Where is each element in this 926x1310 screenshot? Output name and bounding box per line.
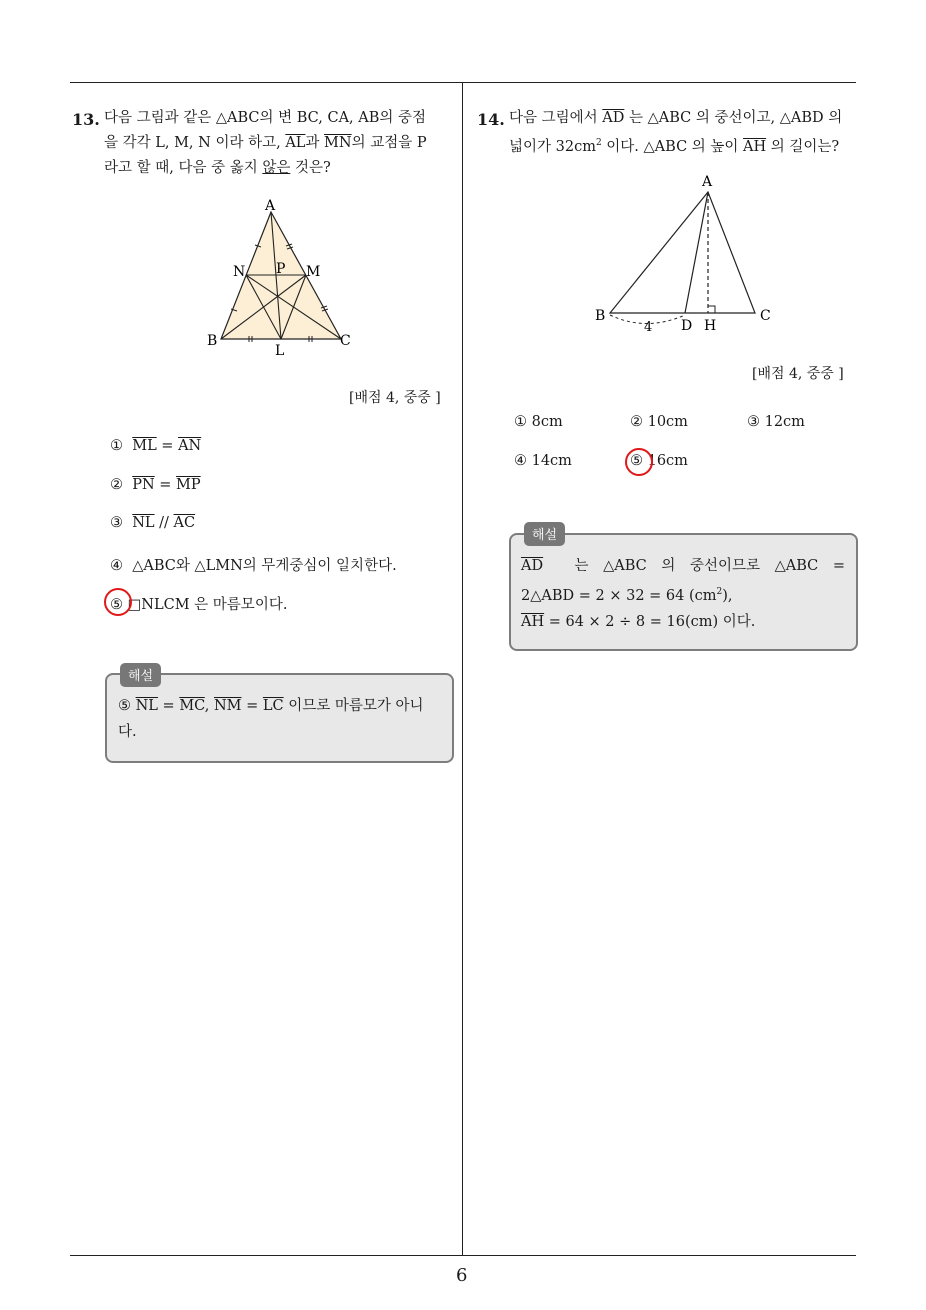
q14-label-c: C bbox=[760, 308, 771, 324]
q13-label-m: M bbox=[306, 264, 321, 280]
q13-label-a: A bbox=[265, 198, 276, 214]
q13-label-l: L bbox=[275, 343, 285, 359]
q13-label-b: B bbox=[207, 333, 218, 349]
q13-choice-2[interactable]: ② $\overline{PN} = \overline{MP}$ bbox=[110, 477, 201, 493]
q14-question bbox=[509, 106, 859, 160]
q14-label-d: D bbox=[681, 318, 693, 334]
q13-label-n: N bbox=[233, 264, 246, 280]
q13-choice-1[interactable]: ① $\overline{ML} = \overline{AN}$ bbox=[110, 438, 202, 454]
q14-label-a: A bbox=[702, 174, 713, 190]
q13-question bbox=[104, 106, 454, 181]
q14-line2: 넓이가 $32cm^2$ 이다. △ABC 의 높이 $\overline{AH}$ 의 길이는? bbox=[509, 138, 840, 155]
q13-label-p: P bbox=[276, 261, 286, 277]
q13-score: [배점 4, 중중 ] bbox=[349, 390, 441, 406]
q13-solution-tag: 해설 bbox=[120, 663, 161, 687]
q13-triangle-figure bbox=[200, 195, 360, 360]
q14-choice-1[interactable]: ① 8cm bbox=[514, 414, 563, 430]
q14-choice-2[interactable]: ② 10cm bbox=[630, 414, 688, 430]
q14-line1: 다음 그림에서 $\overline{AD}$ 는 △ABC 의 중선이고, △ABD 의 bbox=[509, 110, 843, 126]
q13-number: 13. bbox=[72, 110, 100, 129]
q14-score: [배점 4, 중중 ] bbox=[752, 366, 844, 382]
q14-choice-3[interactable]: ③ 12cm bbox=[747, 414, 805, 430]
q13-choice-4[interactable]: ④ △ABC와 △LMN의 무게중심이 일치한다. bbox=[110, 558, 397, 574]
q14-solution-tag: 해설 bbox=[524, 522, 565, 546]
column-divider bbox=[462, 82, 463, 1256]
q13-solution-text: ⑤ $\overline{NL} = \overline{MC}$, $\overline{NM} = \overline{LC}$ 이므로 마름모가 아니 다. bbox=[118, 698, 424, 740]
q13-label-c: C bbox=[340, 333, 351, 349]
q13-line3: 라고 할 때, 다음 중 옳지 않은 것은? bbox=[104, 160, 331, 176]
q13-line2: 을 각각 L, M, N 이라 하고, $\overline{AL}$과 $\overline{MN}$의 교점을 P bbox=[104, 135, 427, 151]
q14-solution-text: $\overline{AD}$ 는 △ABC 의 중선이므로 △ABC = 2△ABD = 2 × 32 = 64 $(cm^2)$, $\overline{AH} = 64 \times 2 \div 8 = 16(cm)$ 이다. bbox=[521, 558, 845, 630]
q14-label-b: B bbox=[595, 308, 606, 324]
q13-choice-5[interactable]: ⑤ □NLCM 은 마름모이다. bbox=[110, 597, 288, 613]
q14-label-length: 4 bbox=[644, 320, 653, 335]
q14-number: 14. bbox=[477, 110, 505, 129]
q13-line1: 다음 그림과 같은 △ABC의 변 BC, CA, AB의 중점 bbox=[104, 110, 427, 126]
q14-triangle-figure bbox=[588, 170, 783, 340]
q14-choice-5[interactable]: ⑤ 16cm bbox=[630, 453, 688, 469]
top-rule bbox=[70, 82, 856, 83]
q14-label-h: H bbox=[704, 318, 717, 334]
bottom-rule bbox=[70, 1255, 856, 1256]
q13-choice-3[interactable]: ③ $\overline{NL} // \overline{AC}$ bbox=[110, 515, 196, 531]
q14-answer-mark bbox=[625, 448, 653, 476]
page-number: 6 bbox=[456, 1265, 468, 1286]
q13-answer-mark bbox=[104, 588, 132, 616]
q14-triangle-abc bbox=[610, 192, 755, 313]
q14-choice-4[interactable]: ④ 14cm bbox=[514, 453, 572, 469]
